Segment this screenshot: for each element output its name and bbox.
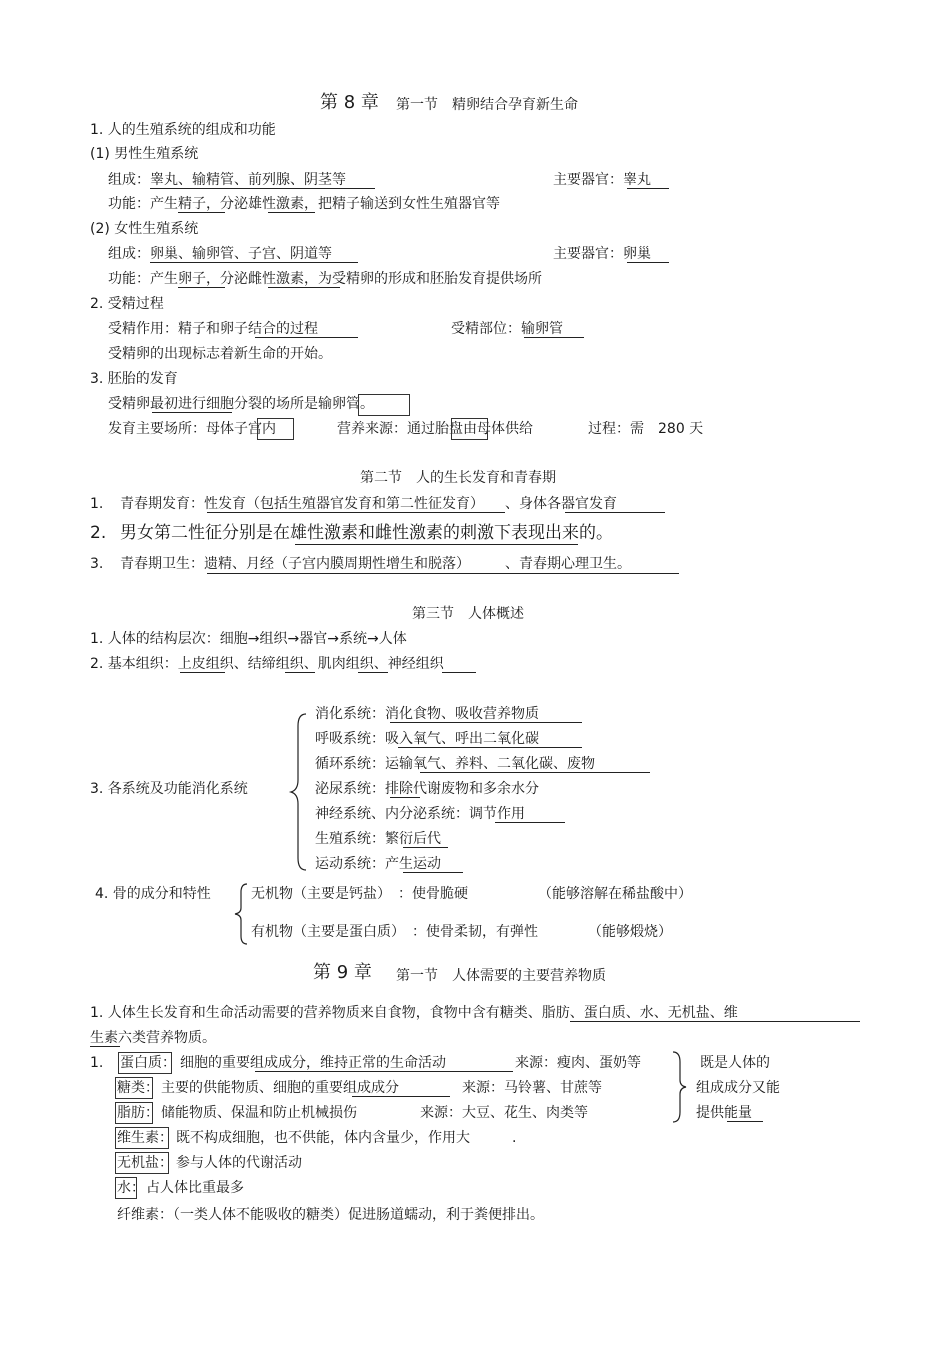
systems-brace xyxy=(288,712,310,872)
system-digestive: 消化系统：消化食物、吸收营养物质 xyxy=(315,706,539,722)
label-box xyxy=(115,1152,169,1174)
vitamin-label: 维生素： xyxy=(117,1130,173,1146)
underline xyxy=(207,573,679,574)
label-box xyxy=(115,1077,153,1099)
brace-note-line3: 提供能量 xyxy=(696,1105,752,1121)
fat-source: 来源：大豆、花生、肉类等 xyxy=(420,1105,588,1121)
underline xyxy=(403,872,463,873)
embryo-first-division: 受精卵最初进行细胞分裂的场所是输卵管。 xyxy=(108,396,374,412)
female-main-organ: 主要器官：卵巢 xyxy=(553,246,651,262)
underline xyxy=(268,287,340,288)
label-box xyxy=(118,1052,172,1074)
item-2-title: 2. 受精过程 xyxy=(90,296,164,312)
mineral-role: 参与人体的代谢活动 xyxy=(176,1155,302,1171)
underline xyxy=(390,797,420,798)
underline xyxy=(727,1121,763,1122)
bone-brace xyxy=(233,882,249,946)
underline xyxy=(570,1021,860,1022)
bone-inorganic-note: （能够溶解在稀盐酸中） xyxy=(538,886,692,902)
nutrients-list-number: 1. xyxy=(90,1055,104,1071)
s2-p3-number: 3. xyxy=(90,556,104,572)
section-2-title: 第二节 人的生长发育和青春期 xyxy=(360,470,556,486)
brace-note-line1: 既是人体的 xyxy=(700,1055,770,1071)
underline xyxy=(524,337,584,338)
underline xyxy=(285,672,315,673)
fertilization-mark: 受精卵的出现标志着新生命的开始。 xyxy=(108,346,332,362)
underline xyxy=(268,212,315,213)
male-function: 功能：产生精子，分泌雄性激素，把精子输送到女性生殖器官等 xyxy=(108,196,500,212)
chapter-9-section-1-title: 第一节 人体需要的主要营养物质 xyxy=(396,968,606,984)
water-role: 占人体比重最多 xyxy=(146,1180,244,1196)
underline xyxy=(255,337,358,338)
underline xyxy=(152,412,232,413)
s2-puberty-development: 青春期发育：性发育（包括生殖器官发育和第二性征发育） 、身体各器官发育 xyxy=(120,496,617,512)
male-composition: 组成：睾丸、输精管、前列腺、阴茎等 xyxy=(108,172,346,188)
underline xyxy=(150,262,358,263)
underline xyxy=(207,512,505,513)
nutrients-intro-line1: 1. 人体生长发育和生命活动需要的营养物质来自食物，食物中含有糖类、脂肪、蛋白质、水、无机盐、维 xyxy=(90,1005,738,1021)
underline xyxy=(495,822,565,823)
brace-note-line2: 组成成分又能 xyxy=(696,1080,780,1096)
underline xyxy=(358,672,388,673)
embryo-process: 过程：需 280 天 xyxy=(588,421,704,437)
system-circulatory: 循环系统：运输氧气、养料、二氧化碳、废物 xyxy=(315,756,595,772)
s3-basic-tissues: 2. 基本组织：上皮组织、结缔组织、肌肉组织、神经组织 xyxy=(90,656,444,672)
system-reproductive: 生殖系统：繁衍后代 xyxy=(315,831,441,847)
section-3-title: 第三节 人体概述 xyxy=(412,606,524,622)
s2-p1-number: 1. xyxy=(90,496,104,512)
female-composition: 组成：卵巢、输卵管、子宫、阴道等 xyxy=(108,246,332,262)
underline xyxy=(255,1071,513,1072)
underline xyxy=(627,262,669,263)
chapter-8-section-1-title: 第一节 精卵结合孕育新生命 xyxy=(396,97,578,113)
system-urinary: 泌尿系统：排除代谢废物和多余水分 xyxy=(315,781,539,797)
bone-organic: 有机物（主要是蛋白质） ：使骨柔韧，有弹性 xyxy=(251,924,538,940)
answer-box xyxy=(451,418,488,440)
bone-inorganic: 无机物（主要是钙盐） ：使骨脆硬 xyxy=(251,886,468,902)
underline xyxy=(150,188,375,189)
fertilization-site: 受精部位：输卵管 xyxy=(451,321,563,337)
underline xyxy=(390,722,582,723)
male-system-title: (1) 男性生殖系统 xyxy=(90,146,199,162)
system-respiratory: 呼吸系统：吸入氧气、呼出二氧化碳 xyxy=(315,731,539,747)
s2-secondary-sex-characteristics: 男女第二性征分别是在雄性激素和雌性激素的刺激下表现出来的。 xyxy=(120,523,613,543)
sugar-label: 糖类： xyxy=(117,1080,159,1096)
chapter-8-label: 第 8 章 xyxy=(320,92,379,113)
mineral-label: 无机盐： xyxy=(117,1155,173,1171)
sugar-role: 主要的供能物质、细胞的重要组成成分 xyxy=(161,1080,399,1096)
underline xyxy=(442,672,476,673)
item-3-title: 3. 胚胎的发育 xyxy=(90,371,178,387)
s2-p2-number: 2. xyxy=(90,523,107,543)
underline xyxy=(627,188,669,189)
s3-structure-levels: 1. 人体的结构层次：细胞→组织→器官→系统→人体 xyxy=(90,631,407,647)
fiber-note: 纤维素：（一类人体不能吸收的糖类）促进肠道蠕动，利于粪便排出。 xyxy=(117,1207,544,1223)
underline xyxy=(178,212,225,213)
system-motor: 运动系统：产生运动 xyxy=(315,856,441,872)
label-box xyxy=(115,1102,153,1124)
underline xyxy=(398,747,582,748)
underline xyxy=(90,1046,120,1047)
item-1-title: 1. 人的生殖系统的组成和功能 xyxy=(90,122,276,138)
nutrients-brace xyxy=(670,1050,688,1124)
underline xyxy=(565,512,665,513)
s3-systems-label: 3. 各系统及功能消化系统 xyxy=(90,781,248,797)
underline xyxy=(180,672,225,673)
female-system-title: (2) 女性生殖系统 xyxy=(90,221,199,237)
embryo-nutrition: 营养来源：通过胎盘由母体供给 xyxy=(337,421,533,437)
chapter-9-label: 第 9 章 xyxy=(313,962,372,983)
protein-source: 来源：瘦肉、蛋奶等 xyxy=(515,1055,641,1071)
vitamin-role: 既不构成细胞，也不供能，体内含量少，作用大 . xyxy=(176,1130,517,1146)
underline xyxy=(295,544,578,545)
water-label: 水： xyxy=(117,1180,145,1196)
nutrients-intro-line2: 生素六类营养物质。 xyxy=(90,1030,216,1046)
sugar-source: 来源：马铃薯、甘蔗等 xyxy=(462,1080,602,1096)
label-box xyxy=(115,1127,169,1149)
answer-box xyxy=(257,418,294,440)
female-function: 功能：产生卵子，分泌雌性激素，为受精卵的形成和胚胎发育提供场所 xyxy=(108,271,542,287)
bone-components-label: 4. 骨的成分和特性 xyxy=(95,886,211,902)
male-main-organ: 主要器官：睾丸 xyxy=(553,172,651,188)
protein-role: 细胞的重要组成成分，维持正常的生命活动 xyxy=(180,1055,446,1071)
bone-organic-note: （能够煅烧） xyxy=(588,924,672,940)
fat-role: 储能物质、保温和防止机械损伤 xyxy=(161,1105,357,1121)
protein-label: 蛋白质： xyxy=(120,1055,176,1071)
underline xyxy=(178,287,225,288)
embryo-main-site: 发育主要场所：母体子宫内 xyxy=(108,421,276,437)
answer-box xyxy=(358,394,410,416)
s2-puberty-hygiene: 青春期卫生：遗精、月经（子宫内膜周期性增生和脱落） 、青春期心理卫生。 xyxy=(120,556,631,572)
fertilization-definition: 受精作用：精子和卵子结合的过程 xyxy=(108,321,318,337)
underline xyxy=(420,772,650,773)
fat-label: 脂肪： xyxy=(117,1105,159,1121)
label-box xyxy=(115,1177,137,1199)
underline xyxy=(352,1096,450,1097)
system-nervous-endocrine: 神经系统、内分泌系统：调节作用 xyxy=(315,806,525,822)
underline xyxy=(403,847,448,848)
